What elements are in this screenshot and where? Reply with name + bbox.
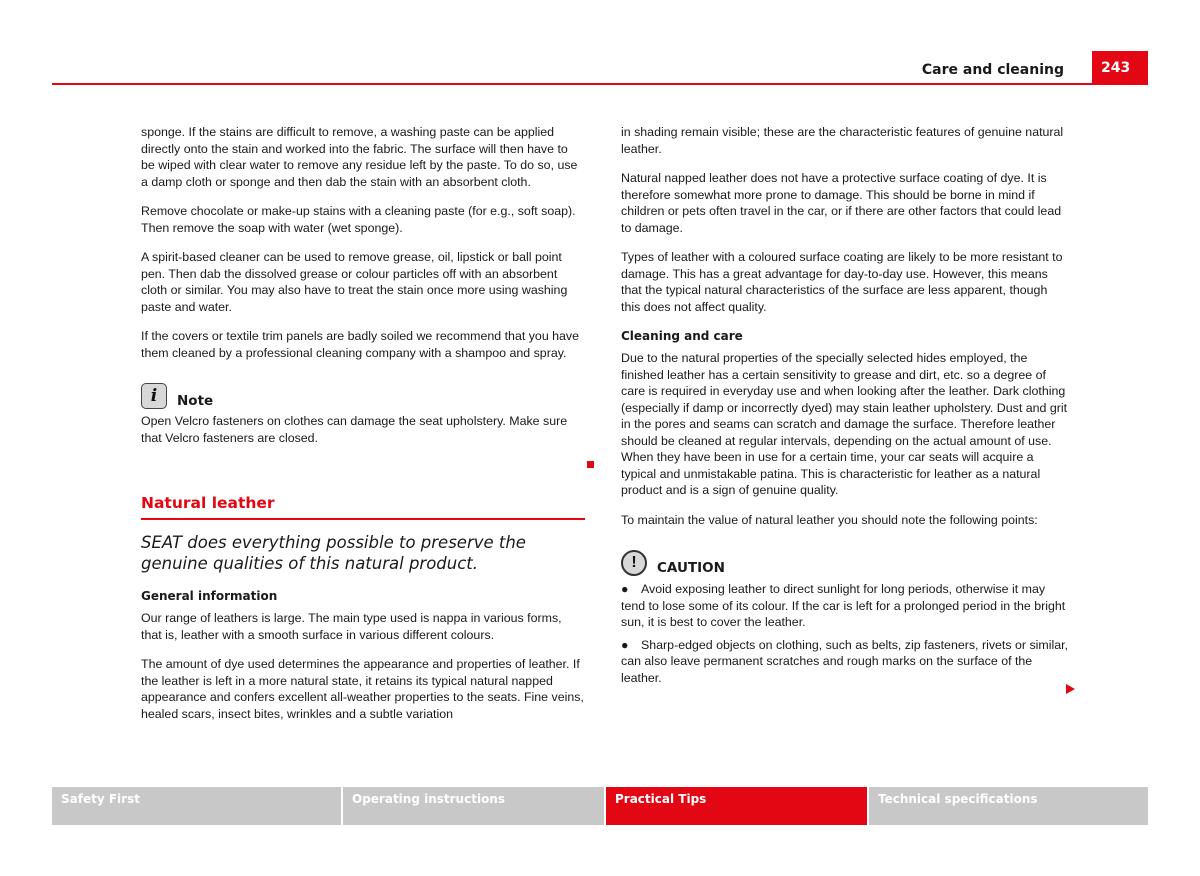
body-paragraph: in shading remain visible; these are the characteristic features of genuine natural leather. <box>621 125 1064 156</box>
right-column <box>621 124 1068 692</box>
footer-tab-operating-instructions[interactable]: Operating instructions <box>343 787 604 825</box>
continued-arrow-icon <box>1066 684 1075 694</box>
header-rule <box>52 83 1148 85</box>
note-label: Note <box>177 393 214 409</box>
caution-bullet <box>621 581 1068 631</box>
bullet-icon: ● <box>621 582 629 596</box>
section-intro: SEAT does everything possible to preserve the genuine qualities of this natural product. <box>141 533 526 573</box>
caution-bullet <box>621 637 1068 687</box>
info-icon: i <box>141 383 167 409</box>
left-column <box>141 124 585 735</box>
footer-tab-technical-specifications[interactable]: Technical specifications <box>869 787 1148 825</box>
caution-bullet-text: Avoid exposing leather to direct sunlight for long periods, otherwise it may tend to lose some of its colour. If the car is left for a prolonged period in the bright sun, it is best to cover the leather. <box>621 582 1066 629</box>
body-paragraph: To maintain the value of natural leather you should note the following points: <box>621 512 1038 527</box>
caution-heading <box>621 550 1068 576</box>
body-paragraph: Our range of leathers is large. The main type used is nappa in various forms, that is, leather with a smooth surface in various different colours. <box>141 611 562 642</box>
caution-bullet-text: Sharp-edged objects on clothing, such as belts, zip fasteners, rivets or similar, can also leave permanent scratches and rough marks on the surface of the leather. <box>621 637 1068 685</box>
page-number: 243 <box>1092 51 1148 84</box>
section-end-marker <box>587 461 594 468</box>
body-paragraph: If the covers or textile trim panels are badly soiled we recommend that you have them cleaned by a professional cleaning company with a shampoo and spray. <box>141 329 580 360</box>
exclamation-icon: ! <box>621 550 647 576</box>
body-paragraph: A spirit-based cleaner can be used to remove grease, oil, lipstick or ball point pen. Then dab the dissolved grease or colour particles off with an absorbent cloth or similar. You may also have to treat the stain once more using washing paste and water. <box>141 250 568 314</box>
note-text: Open Velcro fasteners on clothes can damage the seat upholstery. Make sure that Velcro fasteners are closed. <box>141 414 568 445</box>
caution-label: CAUTION <box>657 560 725 576</box>
section-title: Natural leather <box>141 494 585 520</box>
subheading-cleaning-and-care: Cleaning and care <box>621 329 743 343</box>
subheading-general-information: General information <box>141 589 278 603</box>
body-paragraph: The amount of dye used determines the appearance and properties of leather. If the leather is left in a more natural state, it retains its typical natural napped appearance and confers excellent all-weather properties to the seats. Fine veins, healed scars, insect bites, wrinkles and a subtle variation <box>141 657 584 721</box>
body-paragraph: Types of leather with a coloured surface coating are likely to be more resistant to damage. This has a great advantage for day-to-day use. However, this means that the typical natural characteristics of the surface are less apparent, though this does not affect quality. <box>621 250 1063 314</box>
footer-tab-safety-first[interactable]: Safety First <box>52 787 341 825</box>
body-paragraph: Remove chocolate or make-up stains with a cleaning paste (for e.g., soft soap). Then remove the soap with water (wet sponge). <box>141 204 576 235</box>
footer-tab-practical-tips[interactable]: Practical Tips <box>606 787 867 825</box>
body-paragraph: sponge. If the stains are difficult to remove, a washing paste can be applied directly onto the stain and worked into the fabric. The surface will then have to be wiped with clear water to remove any residue left by the paste. To do so, use a damp cloth or sponge and then dab the stain with an absorbent cloth. <box>141 125 578 189</box>
note-heading <box>141 383 585 409</box>
bullet-icon: ● <box>621 637 629 652</box>
body-paragraph: Due to the natural properties of the specially selected hides employed, the finished leather has a certain sensitivity to grease and dirt, etc. so a degree of care is required in everyday use and when looking after the leather. Dark clothing (especially if damp or incorrectly dyed) may stain leather upholstery. Dust and grit in the pores and seams can scratch and damage the surface. Therefore leather should be cleaned at regular intervals, depending on the actual amount of use. When they have been in use for a certain time, your car seats will acquire a typical and unmistakable patina. This is characteristic for leather as a natural product and is a sign of genuine quality. <box>621 351 1068 497</box>
running-header-title: Care and cleaning <box>921 62 1064 78</box>
body-paragraph: Natural napped leather does not have a protective surface coating of dye. It is therefore somewhat more prone to damage. This should be borne in mind if children or pets often travel in the car, or if there are other factors that could lead to damage. <box>621 171 1062 235</box>
